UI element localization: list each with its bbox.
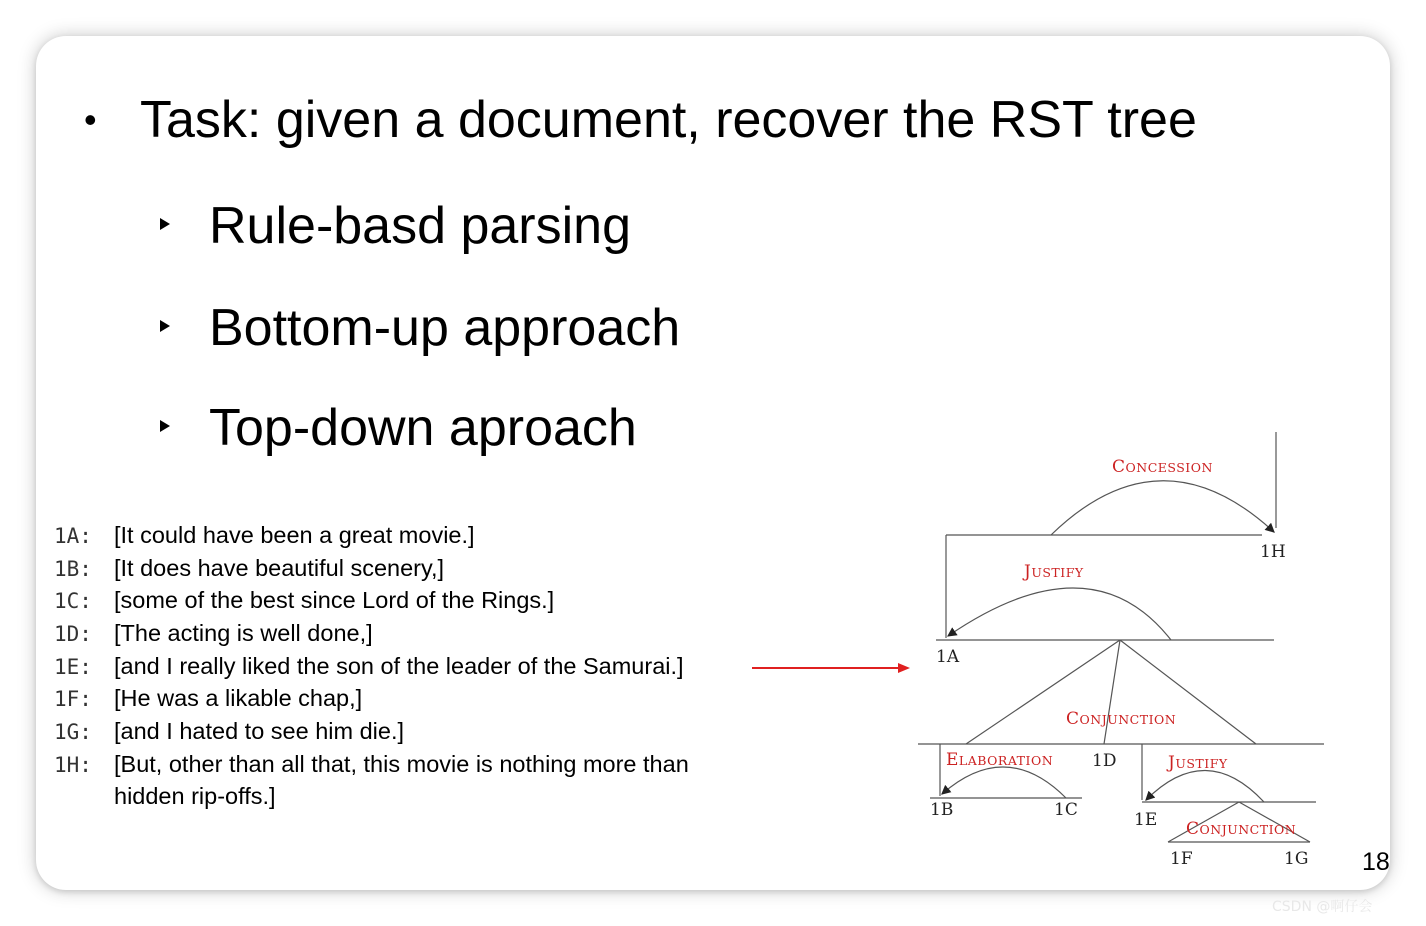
segment-id: 1G: [54, 720, 92, 745]
node-1D: 1D [1092, 751, 1117, 771]
segment-text: [But, other than all that, this movie is nothing more than [114, 750, 689, 777]
relation-elaboration: ELABORATION [946, 750, 1054, 770]
slide [36, 36, 1390, 890]
segment-text: [and I really liked the son of the leader of the Samurai.] [114, 652, 684, 679]
segment-text: [some of the best since Lord of the Rings.] [114, 587, 555, 614]
segment-id: 1B: [54, 556, 92, 581]
segment-id: 1D: [54, 622, 92, 647]
segment-text: [It could have been a great movie.] [114, 522, 475, 548]
relation-justify-top: JUSTIFY [1024, 562, 1084, 582]
rst-tree-diagram [906, 428, 1336, 878]
segment-text-continued: hidden rip-offs.] [114, 782, 276, 809]
node-1F: 1F [1170, 849, 1193, 869]
node-1H: 1H [1260, 542, 1286, 562]
segment-id: 1C: [54, 589, 92, 614]
node-1G: 1G [1284, 849, 1309, 869]
node-1C: 1C [1054, 800, 1078, 820]
triangle-bullet-icon [160, 420, 170, 432]
relation-conjunction-low: CONJUNCTION [1186, 819, 1297, 839]
bullet-dot-icon: • [84, 99, 97, 140]
segment-id: 1A: [54, 524, 92, 548]
relation-conjunction-mid: CONJUNCTION [1066, 709, 1177, 729]
node-1E: 1E [1134, 810, 1158, 830]
segment-text: [He was a likable chap,] [114, 685, 363, 712]
triangle-bullet-icon [160, 218, 170, 230]
node-1B: 1B [930, 800, 954, 820]
main-bullet-text: Task: given a document, recover the RST tree [140, 91, 1197, 149]
sub-bullet-text: Rule-basd parsing [209, 197, 632, 255]
segment-text: [and I hated to see him die.] [114, 718, 405, 745]
watermark: CSDN @啊仔会 [1272, 899, 1373, 915]
relation-concession: CONCESSION [1112, 457, 1213, 477]
page-number: 18 [1362, 848, 1390, 876]
segment-id: 1H: [54, 752, 92, 777]
red-arrow-icon [752, 662, 912, 674]
sub-bullet-text: Top-down aproach [209, 399, 637, 457]
segment-id: 1F: [54, 687, 92, 712]
sub-bullet-text: Bottom-up approach [209, 299, 681, 357]
segment-id: 1E: [54, 654, 92, 679]
relation-justify-low: JUSTIFY [1168, 753, 1228, 773]
triangle-bullet-icon [160, 320, 170, 332]
segment-text: [It does have beautiful scenery,] [114, 554, 445, 581]
node-1A: 1A [936, 647, 960, 667]
segment-text: [The acting is well done,] [114, 620, 373, 647]
